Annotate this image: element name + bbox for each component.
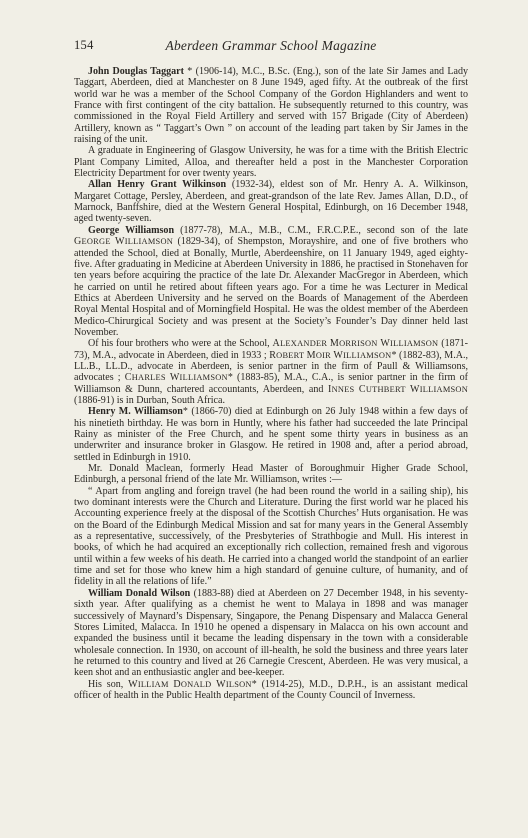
obituary-george-williamson xyxy=(74,225,468,338)
person-name-smallcaps: ROBERT MOIR WILLIAMSON xyxy=(269,349,392,361)
person-name-smallcaps: WILLIAM DONALD WILSON xyxy=(128,678,252,690)
obituary-text: (1883-88) died at Aberdeen on 27 December 1948, in his seventy-sixth year. After qualifying as a chemist he went to Malaya in 1898 and was manager successively of Maynard’s Dispensary, Singapore, the Penang Dispensary and Malacca General Stores Limited, Malacca. In 1910 he opened a dispensary in Malacca on his own account and expanded the business until it became the leading dispensary in the town with a considerable wholesale connection. In 1930, on account of ill-health, he sold the business and three years later he returned to this country and lived at 26 Carnegie Crescent, Aberdeen. He was very musical, a keen shot and an enthusiastic angler and bee-keeper. xyxy=(74,587,469,679)
obituary-paragraph: A graduate in Engineering of Glasgow University, he was for a time with the British Electric Plant Company Limited, Alloa, and thereafter held a post in the Manchester Corporation Electricity Department for over twenty years. xyxy=(74,145,468,180)
page-number: 154 xyxy=(74,38,94,52)
obituary-name: George Williamson xyxy=(88,224,175,236)
person-name-smallcaps: CHARLES WILLIAMSON xyxy=(124,372,228,384)
obituary-name: Allan Henry Grant Wilkinson xyxy=(88,179,227,191)
running-title: Aberdeen Grammar School Magazine xyxy=(165,38,377,53)
obituary-text: (1886-91) is in Durban, South Africa. xyxy=(74,394,225,406)
obituary-text: * (1914-25), M.D., D.P.H., is an assistant medical officer of health in the Public Health department of the County Council of Inverness. xyxy=(74,678,469,701)
obituary-name: John Douglas Taggart xyxy=(88,66,184,77)
obituary-text: (1877-78), M.A., M.B., C.M., F.R.C.P.E., second son of the late xyxy=(180,224,469,236)
obituary-wilkinson xyxy=(74,179,468,224)
obituary-text: * (1906-14), M.C., B.Sc. (Eng.), son of the late Sir James and Lady Taggart, Aberdeen, died at Manchester on 8 June 1949, aged fifty. At the outbreak of the first world war he was a member of the School Company of the Gordon Highlanders and went to France with first contingent of the city battalion. He subsequently returned to this country, was commissioned in the Royal Field Artillery and served with 157 Brigade (City of Aberdeen) Artillery, known as “ Taggart’s Own ” on account of the leading part taken by Sir James in the raising of the unit. xyxy=(74,66,468,146)
obituary-name: Henry M. Williamson xyxy=(88,406,183,418)
page-header xyxy=(74,38,468,56)
obituary-brothers xyxy=(74,338,468,406)
obituary-text: (1829-34), of Shempston, Morayshire, and one of five brothers who attended the School, died at Bonally, Murtle, Aberdeenshire, on 11 January 1949, aged eighty-five. After graduating in Medicine at Aberdeen University in 1886, he practised in Stonehaven for ten years before acquiring the practice of the late Dr. Alexander MacGregor in Aberdeen, which he carried on until he retired about fifteen years ago. For a time he was Lecturer in Medical Ethics at Aberdeen University and he served on the Boards of Management of the Aberdeen Royal Mental Hospital and of Morningfield Hospital. He was the oldest member of the Aberdeen Medico-Chirurgical Society and was present at the Society’s Founder’s Day dinner held last November. xyxy=(74,236,469,338)
obituary-text: * (1883-85), M.A., C.A., is senior partner in the firm of Williamson & Dunn, chartered accountants, Aberdeen, and xyxy=(74,372,468,395)
obituary-henry-williamson xyxy=(74,406,468,463)
obituary-paragraph: Mr. Donald Maclean, formerly Head Master of Boroughmuir Higher Grade School, Edinburgh, a personal friend of the late Mr. Williamson, writes :— xyxy=(74,463,468,486)
obituary-quote: “ Apart from angling and foreign travel (he had been round the world in a sailing ship), his two dominant interests were the Church and Literature. During the first world war he placed his Accounting experience freely at the disposal of the Scottish Churches’ Huts organisation. He was on the Board of the Edinburgh Medical Mission and sat for many years in the General Assembly as a representative, successively, of the Presbyteries of Strathbogie and Mull. His interest in books, of which he had acquired an exceptionally rich collection, remained fresh and vigorous until within a few weeks of his death. He carried into a changed world the standpoint of an earlier time and set for those who knew him a high standard of genuine culture, of humanity, and of fidelity in all the relations of life.” xyxy=(74,485,468,588)
obituary-taggart xyxy=(74,66,468,145)
obituary-text: * (1882-83), M.A., LL.B., LL.D., advocate in Aberdeen, is senior partner in the firm of Paull & Williamsons, advocates ; xyxy=(74,349,469,384)
obituary-column xyxy=(74,66,468,701)
obituary-wilson-son xyxy=(74,679,468,702)
person-name-smallcaps: ALEXANDER MORRISON WILLIAMSON xyxy=(272,338,439,350)
obituary-text: His son, xyxy=(88,678,124,690)
obituary-text: * (1866-70) died at Edinburgh on 26 July 1948 within a few days of his ninetieth birthday. He was born in Huntly, where his father had succeeded the late Principal Rainy as minister of the Free Church, and he spent some thirty years in business as an underwriter and insurance broker in Glasgow. He retired in 1908 and, after a period abroad, settled in Edinburgh in 1910. xyxy=(74,406,468,463)
obituary-text: Of his four brothers who were at the School, xyxy=(88,338,270,350)
obituary-wilson xyxy=(74,588,468,679)
person-name-smallcaps: GEORGE WILLIAMSON xyxy=(74,236,174,248)
obituary-text: (1932-34), eldest son of Mr. Henry A. A. Wilkinson, Margaret Cottage, Persley, Aberdeen, and great-grandson of the late Rev. James Allan, D.D., of Marnock, Banffshire, died at the Western General Hospital, Edinburgh, on 16 December 1948, aged twenty-seven. xyxy=(74,179,468,225)
obituary-text: (1871-73), M.A., advocate in Aberdeen, died in 1933 ; xyxy=(74,338,469,361)
obituary-name: William Donald Wilson xyxy=(88,587,191,599)
person-name-smallcaps: INNES CUTHBERT WILLIAMSON xyxy=(327,383,469,395)
